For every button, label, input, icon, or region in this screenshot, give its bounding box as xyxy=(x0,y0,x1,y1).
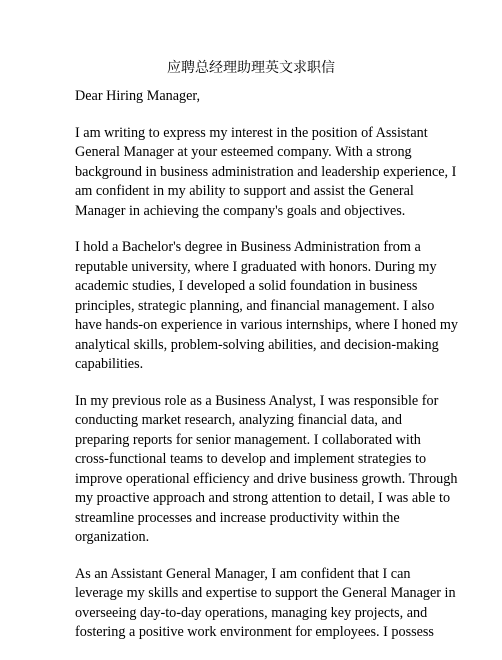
paragraph-line: am confident in my ability to support and assist the General xyxy=(75,183,414,199)
paragraph-line: improve operational efficiency and drive business growth. Through xyxy=(75,470,458,487)
paragraph-line: background in business administration and leadership experience, I xyxy=(75,163,457,180)
paragraph-line: have hands-on experience in various internships, where I honed my xyxy=(75,317,458,333)
paragraph-line: reputable university, where I graduated with honors. During my xyxy=(75,258,437,275)
paragraph-2 xyxy=(75,238,458,375)
salutation: Dear Hiring Manager, xyxy=(75,88,201,104)
paragraph-line: General Manager at your esteemed company. With a strong xyxy=(75,144,412,160)
paragraph-line: Manager in achieving the company's goals and objectives. xyxy=(75,202,406,219)
paragraph-line: leverage my skills and expertise to support the General Manager in xyxy=(75,585,456,601)
paragraph-line: As an Assistant General Manager, I am confident that I can xyxy=(75,565,411,582)
paragraph-line: principles, strategic planning, and financial management. I also xyxy=(75,297,435,314)
paragraph-line: conducting market research, analyzing financial data, and xyxy=(75,412,402,428)
document-title: 应聘总经理助理英文求职信 xyxy=(167,60,335,76)
letter-body xyxy=(75,87,458,660)
paragraph-3 xyxy=(75,392,458,548)
paragraph-line: capabilities. xyxy=(75,356,144,372)
paragraph-line: analytical skills, problem-solving abilities, and decision-making xyxy=(75,336,439,353)
paragraph-4 xyxy=(75,565,456,643)
paragraph-line: fostering a positive work environment for employees. I possess xyxy=(75,624,434,640)
paragraph-line: I hold a Bachelor's degree in Business Administration from a xyxy=(75,239,421,255)
paragraph-line: cross-functional teams to develop and implement strategies to xyxy=(75,451,427,467)
paragraph-line: my proactive approach and strong attention to detail, I was able to xyxy=(75,490,451,506)
paragraph-line: organization. xyxy=(75,529,150,545)
paragraph-1 xyxy=(75,124,457,222)
paragraph-line: academic studies, I developed a solid foundation in business xyxy=(75,278,418,294)
paragraph-line: overseeing day-to-day operations, managing key projects, and xyxy=(75,604,428,621)
paragraph-line: preparing reports for senior management. I collaborated with xyxy=(75,431,421,448)
paragraph-line: streamline processes and increase productivity within the xyxy=(75,509,400,526)
paragraph-line: In my previous role as a Business Analyst, I was responsible for xyxy=(75,392,439,409)
paragraph-line: I am writing to express my interest in the position of Assistant xyxy=(75,124,428,141)
